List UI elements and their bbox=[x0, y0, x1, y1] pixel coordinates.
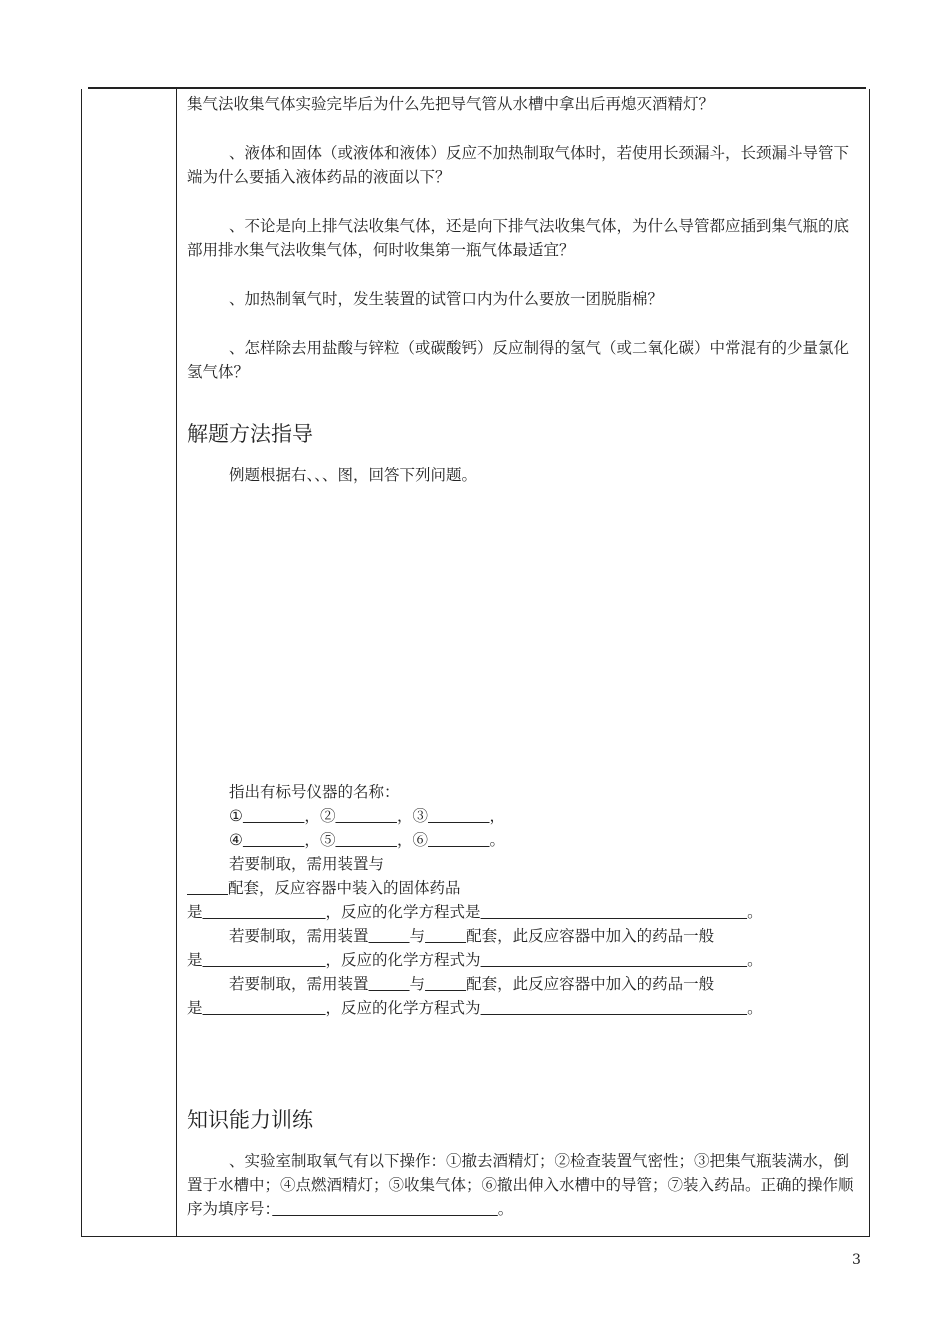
answer-blank[interactable] bbox=[203, 999, 326, 1017]
blank-line bbox=[187, 116, 862, 141]
blank-line bbox=[187, 384, 862, 409]
subq-4-text-a: 若要制取，需用装置 bbox=[229, 975, 369, 993]
question-3: 、不论是向上排气法收集气体，还是向下排气法收集气体，为什么导管都应插到集气瓶的底部用排水集气法收集气体，何时收集第一瓶气体最适宜？ bbox=[187, 217, 850, 259]
subq-4-is: 是 bbox=[187, 999, 203, 1017]
subq-4-eq: 反应的化学方程式为 bbox=[341, 999, 481, 1017]
instrument-row-1: ① ，② ，③ ， bbox=[229, 807, 506, 825]
question-2: 、液体和固体（或液体和液体）反应不加热制取气体时，若使用长颈漏斗，长颈漏斗导管下端为什么要插入液体药品的液面以下？ bbox=[187, 144, 850, 186]
blank-line bbox=[187, 755, 862, 780]
subq-3-is: 是 bbox=[187, 951, 203, 969]
blank-line bbox=[187, 1020, 862, 1045]
label-4: ④ bbox=[229, 831, 243, 849]
answer-blank[interactable] bbox=[425, 975, 466, 993]
subq-2-line-3: 是 ，反应的化学方程式是 。 bbox=[187, 903, 763, 921]
answer-blank[interactable] bbox=[203, 903, 326, 921]
subq-2-text: 配套，反应容器中装入的固体药品 bbox=[228, 879, 461, 897]
blank-line bbox=[187, 262, 862, 287]
section-heading-training bbox=[187, 1105, 862, 1135]
heading-text: 解题方法指导 bbox=[187, 422, 313, 446]
question-intro: 集气法收集气体实验完毕后为什么先把导气管从水槽中拿出后再熄灭酒精灯？ bbox=[187, 95, 715, 113]
figure-area bbox=[187, 487, 862, 755]
answer-blank[interactable] bbox=[335, 807, 397, 825]
left-column-divider bbox=[176, 89, 177, 1237]
question-4: 、加热制氧气时，发生装置的试管口内为什么要放一团脱脂棉？ bbox=[229, 290, 664, 308]
answer-blank[interactable] bbox=[243, 831, 305, 849]
answer-blank[interactable] bbox=[481, 951, 748, 969]
subq-4-line-1 bbox=[187, 972, 862, 996]
answer-blank[interactable] bbox=[481, 999, 748, 1017]
answer-blank[interactable] bbox=[481, 903, 748, 921]
subq-2-eq: 反应的化学方程式是 bbox=[341, 903, 481, 921]
answer-blank[interactable] bbox=[203, 951, 326, 969]
page-number: 3 bbox=[852, 1252, 861, 1268]
section-heading-method bbox=[187, 419, 862, 449]
heading-text: 知识能力训练 bbox=[187, 1108, 313, 1132]
blank-line bbox=[187, 189, 862, 214]
subq-3-text-a: 若要制取，需用装置 bbox=[229, 927, 369, 945]
blank-line bbox=[187, 1045, 862, 1070]
blank-line bbox=[187, 1070, 862, 1095]
subq-3-line-1 bbox=[187, 924, 862, 948]
blank-line bbox=[187, 311, 862, 336]
label-3: ③ bbox=[412, 807, 428, 825]
answer-blank[interactable] bbox=[369, 975, 410, 993]
answer-blank[interactable] bbox=[428, 807, 490, 825]
subq-3-text-b: 与 bbox=[409, 927, 426, 945]
subq-2-line-2 bbox=[187, 876, 862, 900]
instrument-row-2: ④ ，⑤ ，⑥ 。 bbox=[229, 831, 506, 849]
subq-1: 指出有标号仪器的名称： bbox=[229, 783, 400, 801]
answer-blank[interactable] bbox=[425, 927, 466, 945]
label-2: ② bbox=[319, 807, 336, 825]
subq-3-eq: 反应的化学方程式为 bbox=[341, 951, 481, 969]
answer-blank[interactable] bbox=[369, 927, 410, 945]
subq-4-text-b: 与 bbox=[409, 975, 426, 993]
subq-3-text-c: 配套，此反应容器中加入的药品一般 bbox=[466, 927, 715, 945]
answer-blank[interactable] bbox=[187, 879, 228, 897]
subq-2-is: 是 bbox=[187, 903, 203, 921]
content-cell bbox=[187, 92, 862, 1221]
example-prompt: 例题根据右、、、图，回答下列问题。 bbox=[229, 466, 478, 484]
subq-4-text-c: 配套，此反应容器中加入的药品一般 bbox=[466, 975, 715, 993]
answer-blank[interactable] bbox=[243, 807, 305, 825]
training-question-1: 、实验室制取氧气有以下操作：①撤去酒精灯；②检查装置气密性；③把集气瓶装满水，倒置于水槽中；④点燃酒精灯；⑤收集气体；⑥撤出伸入水槽中的导管；⑦装入药品。正确的操作顺序为填序号： 。 bbox=[187, 1152, 854, 1218]
question-5: 、怎样除去用盐酸与锌粒（或碳酸钙）反应制得的氢气（或二氧化碳）中常混有的少量氯化氢气体？ bbox=[187, 339, 850, 381]
answer-blank[interactable] bbox=[335, 831, 397, 849]
label-6: ⑥ bbox=[412, 831, 428, 849]
training-question-text: 、实验室制取氧气有以下操作：①撤去酒精灯；②检查装置气密性；③把集气瓶装满水，倒置于水槽中；④点燃酒精灯；⑤收集气体；⑥撤出伸入水槽中的导管；⑦装入药品。正确的操作顺序为填序号： bbox=[187, 1152, 854, 1218]
subq-2-line-1: 若要制取，需用装置与 bbox=[229, 855, 385, 873]
answer-blank[interactable] bbox=[272, 1200, 498, 1218]
answer-blank[interactable] bbox=[428, 831, 490, 849]
label-5: ⑤ bbox=[319, 831, 336, 849]
subq-4-line-2: 是 ，反应的化学方程式为 。 bbox=[187, 999, 763, 1017]
label-1: ① bbox=[229, 807, 243, 825]
subq-3-line-2: 是 ，反应的化学方程式为 。 bbox=[187, 951, 763, 969]
